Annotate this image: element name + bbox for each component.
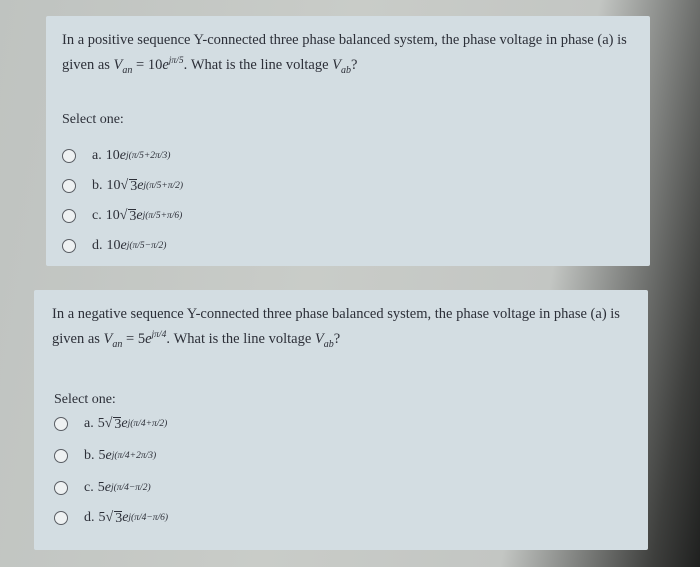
exp-base: e (119, 148, 126, 163)
radio-button[interactable] (54, 417, 68, 431)
sqrt-radicand: 3 (115, 510, 123, 526)
option-coefficient: 10 (105, 208, 120, 223)
question-mark: ? (333, 331, 341, 347)
sqrt-radicand: 3 (114, 416, 122, 432)
option-coefficient: 10 (106, 178, 121, 193)
option-exponent: j(π/4+π/2) (127, 419, 168, 429)
sqrt-radicand: 3 (130, 178, 138, 194)
radio-button[interactable] (54, 481, 68, 495)
option-coefficient: 10 (106, 238, 121, 253)
option-letter: c. (92, 208, 102, 223)
radio-button[interactable] (62, 209, 76, 223)
radio-button[interactable] (62, 149, 76, 163)
question-text-part: In a negative sequence Y-connected three phase balanced system, the phase voltage in phase (a) is given as (52, 306, 620, 347)
option-letter: b. (84, 448, 95, 463)
sqrt-sign: √ (105, 510, 114, 525)
option-exponent: j(π/4−π/2) (110, 483, 151, 493)
option-coefficient: 5 (97, 480, 105, 495)
line-voltage-subscript: ab (323, 338, 334, 350)
radio-button[interactable] (54, 511, 68, 525)
line-voltage-symbol: V (332, 57, 342, 73)
question-text-part: . What is the line voltage (183, 57, 333, 73)
phase-voltage-exponent: jπ/5 (168, 56, 184, 66)
exp-base: e (122, 510, 129, 525)
option-coefficient: 5 (98, 448, 106, 463)
sqrt-sign: √ (119, 208, 128, 223)
option-letter: d. (84, 510, 95, 525)
question-mark: ? (351, 57, 358, 73)
sqrt-radicand: 3 (129, 208, 137, 224)
option-letter: c. (84, 480, 94, 495)
radio-button[interactable] (62, 179, 76, 193)
answer-option-d[interactable] (54, 506, 168, 530)
exp-base: e (136, 208, 143, 223)
select-one-label: Select one: (62, 112, 124, 127)
exp-base: e (121, 416, 128, 431)
option-exponent: j(π/4−π/6) (128, 513, 169, 523)
option-coefficient: 10 (105, 148, 120, 163)
answer-option-a[interactable] (62, 144, 170, 168)
phase-voltage-value: = 10 (132, 57, 163, 73)
option-coefficient: 5 (98, 510, 106, 525)
option-letter: d. (92, 238, 103, 253)
question-text-part: In a positive sequence Y-connected three phase balanced system, the phase voltage in phase (a) is given as (62, 32, 627, 73)
exp-base: e (104, 480, 111, 495)
answer-option-a[interactable] (54, 412, 167, 436)
answer-option-c[interactable] (54, 476, 151, 500)
answer-option-d[interactable] (62, 234, 166, 258)
radio-button[interactable] (54, 449, 68, 463)
phase-voltage-symbol: V (113, 57, 123, 73)
answer-option-c[interactable] (62, 204, 182, 228)
answer-option-b[interactable] (54, 444, 156, 468)
option-exponent: j(π/5+2π/3) (125, 151, 171, 161)
select-one-label: Select one: (54, 392, 116, 407)
phase-voltage-subscript: an (122, 64, 133, 76)
exp-base: e (145, 331, 152, 347)
option-exponent: j(π/5+π/2) (143, 181, 184, 191)
sqrt-sign: √ (104, 416, 113, 431)
question-text-2 (52, 304, 632, 355)
exp-base: e (105, 448, 112, 463)
phase-voltage-value: = 5 (122, 331, 146, 347)
phase-voltage-symbol: V (103, 331, 113, 347)
phase-voltage-exponent: jπ/4 (151, 330, 167, 340)
option-exponent: j(π/5+π/6) (142, 211, 183, 221)
radio-button[interactable] (62, 239, 76, 253)
option-exponent: j(π/5−π/2) (126, 241, 167, 251)
exp-base: e (120, 238, 127, 253)
answer-option-b[interactable] (62, 174, 183, 198)
question-text-part: . What is the line voltage (166, 331, 315, 347)
option-letter: a. (84, 416, 94, 431)
option-letter: a. (92, 148, 102, 163)
option-coefficient: 5 (97, 416, 105, 431)
option-exponent: j(π/4+2π/3) (111, 451, 157, 461)
sqrt-sign: √ (120, 178, 129, 193)
question-text-1 (62, 30, 632, 81)
exp-base: e (137, 178, 144, 193)
question-card-1 (46, 16, 650, 266)
line-voltage-subscript: ab (341, 64, 352, 76)
phase-voltage-subscript: an (112, 338, 123, 350)
question-card-2 (34, 290, 648, 550)
option-letter: b. (92, 178, 103, 193)
line-voltage-symbol: V (314, 331, 324, 347)
exp-base: e (162, 57, 169, 73)
